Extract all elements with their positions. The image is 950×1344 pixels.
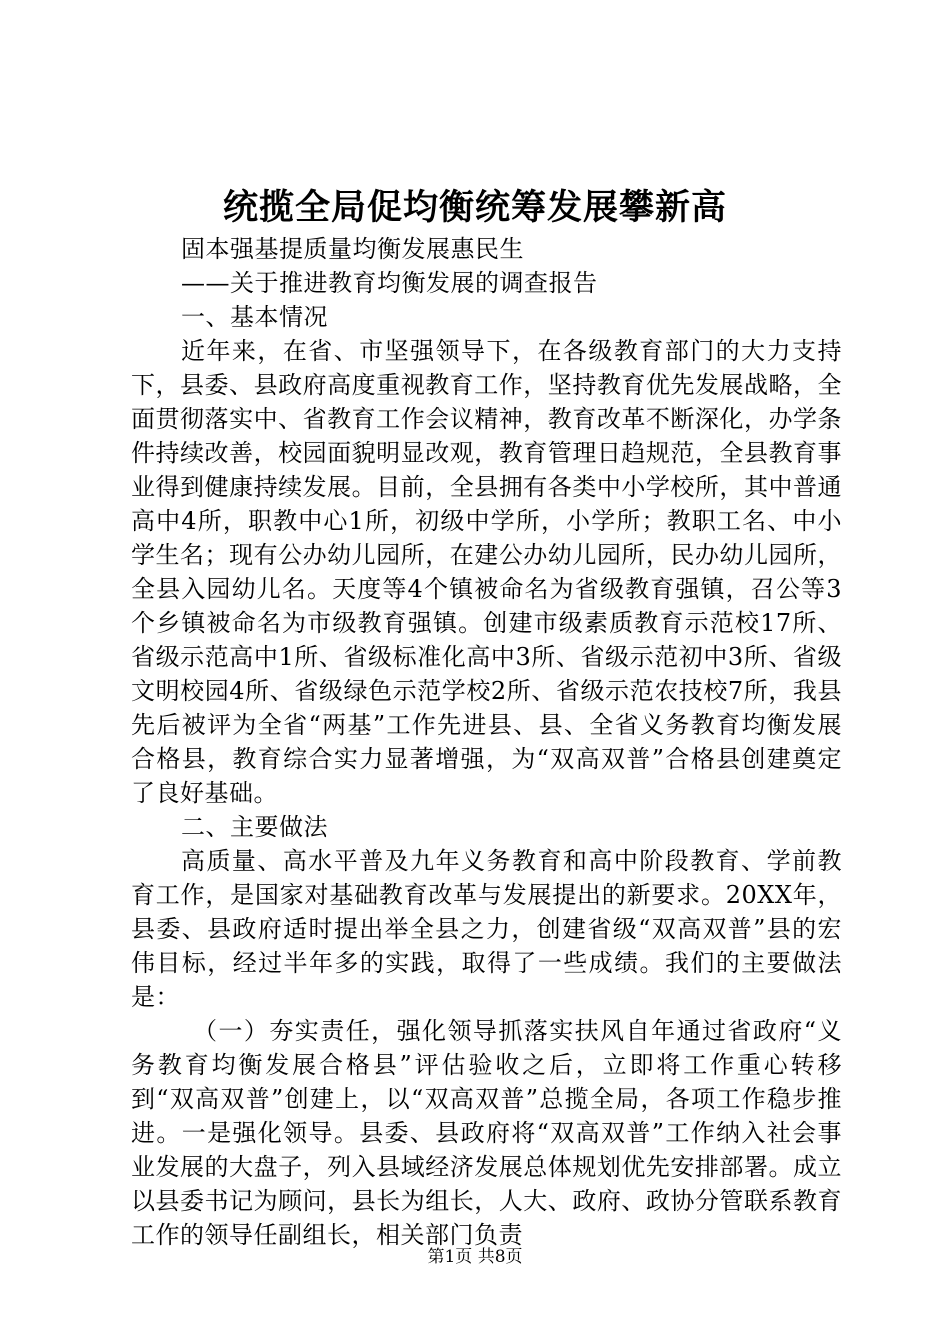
subtitle-line: ——关于推进教育均衡发展的调查报告 [181, 269, 598, 297]
section-heading: 二、主要做法 [181, 813, 328, 841]
document-title: 统揽全局促均衡统筹发展攀新高 [222, 187, 727, 228]
body-paragraph: 近年来，在省、市坚强领导下，在各级教育部门的大力支持下，县委、县政府高度重视教育工作，坚持教育优先发展战略，全面贯彻落实中、省教育工作会议精神，教育改革不断深化，办学条件持续改善，校园面貌明显改观，教育管理日趋规范，全县教育事业得到健康持续发展。目前，全县拥有各类中小学校所，其中普通高中4所，职教中心1所，初级中学所，小学所；教职工名、中小学生名；现有公办幼儿园所，在建公办幼儿园所，民办幼儿园所，全县入园幼儿名。天度等4个镇被命名为省级教育强镇，召公等3个乡镇被命名为市级教育强镇。创建市级素质教育示范校17所、省级示范高中1所、省级标准化高中3所、省级示范初中3所、省级文明校园4所、省级绿色示范学校2所、省级示范农技校7所，我县先后被评为全省“两基”工作先进县、县、全省义务教育均衡发展合格县，教育综合实力显著增强，为“双高双普”合格县创建奠定了良好基础。 [131, 337, 842, 807]
subtitle-line: 固本强基提质量均衡发展惠民生 [181, 235, 524, 263]
body-paragraph: （一）夯实责任，强化领导抓落实扶风自年通过省政府“义务教育均衡发展合格县”评估验收之后，立即将工作重心转移到“双高双普”创建上，以“双高双普”总揽全局，各项工作稳步推进。一是强化领导。县委、县政府将“双高双普”工作纳入社会事业发展的大盘子，列入县域经济发展总体规划优先安排部署。成立以县委书记为顾问，县长为组长，人大、政府、政协分管联系教育工作的领导任副组长，相关部门负责 [131, 1017, 842, 1249]
document-body [131, 232, 842, 1252]
page-footer: 第1页 共8页 [427, 1247, 523, 1267]
section-heading: 一、基本情况 [181, 303, 328, 331]
body-paragraph: 高质量、高水平普及九年义务教育和高中阶段教育、学前教育工作，是国家对基础教育改革与发展提出的新要求。20XX年，县委、县政府适时提出举全县之力，创建省级“双高双普”县的宏伟目标，经过半年多的实践，取得了一些成绩。我们的主要做法是： [131, 847, 842, 1011]
